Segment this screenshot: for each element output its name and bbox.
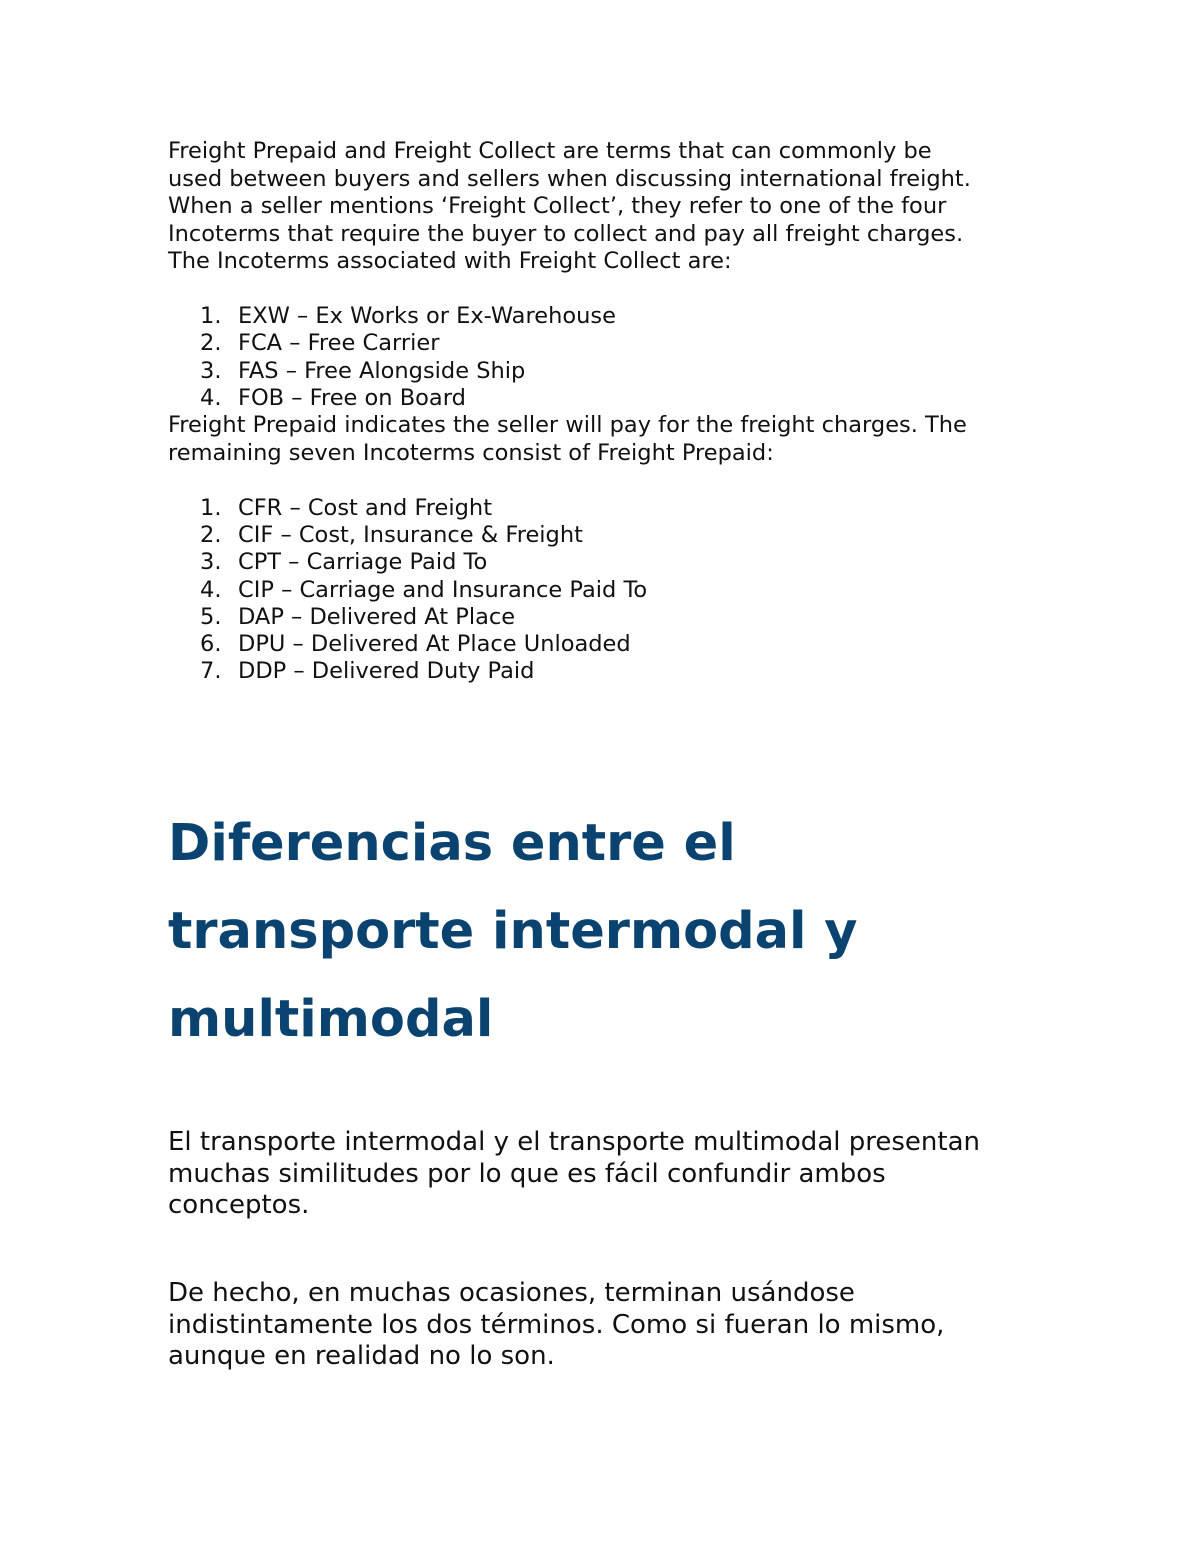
list-item <box>168 303 1048 330</box>
heading-line: Diferencias entre el <box>168 814 736 873</box>
text-line: muchas similitudes por lo que es fácil confundir ambos <box>168 1158 886 1189</box>
list-item-text: CIF – Cost, Insurance & Freight <box>238 521 583 548</box>
text-line: When a seller mentions ‘Freight Collect’, they refer to one of the four <box>168 193 947 219</box>
heading-line: transporte intermodal y <box>168 902 858 961</box>
list-item <box>168 631 1048 658</box>
section-heading <box>168 800 858 1064</box>
heading-line: multimodal <box>168 990 494 1049</box>
list-number: 1. <box>200 303 222 329</box>
list-number: 1. <box>200 494 222 521</box>
list-number: 6. <box>200 631 222 658</box>
freight-prepaid-list <box>168 495 1048 686</box>
list-item <box>168 385 1048 412</box>
list-item-text: FOB – Free on Board <box>238 384 466 411</box>
intro-paragraph <box>168 138 1048 276</box>
list-item-text: CFR – Cost and Freight <box>238 494 493 521</box>
text-line: indistintamente los dos términos. Como si fueran lo mismo, <box>168 1309 945 1340</box>
list-item-text: CIP – Carriage and Insurance Paid To <box>238 576 648 603</box>
text-line: Freight Prepaid and Freight Collect are terms that can commonly be <box>168 138 932 164</box>
list-item-text: DAP – Delivered At Place <box>238 603 516 630</box>
list-item-text: DDP – Delivered Duty Paid <box>238 658 535 685</box>
list-number: 2. <box>200 521 222 548</box>
list-number: 4. <box>200 576 222 603</box>
list-item-text: CPT – Carriage Paid To <box>238 549 488 576</box>
list-item <box>168 358 1048 385</box>
list-item <box>168 658 1048 685</box>
list-item-text: DPU – Delivered At Place Unloaded <box>238 631 631 658</box>
english-section <box>168 138 1048 686</box>
list-item <box>168 522 1048 549</box>
list-number: 7. <box>200 658 222 685</box>
list-item <box>168 330 1048 357</box>
text-line: used between buyers and sellers when discussing international freight. <box>168 165 971 192</box>
list-item <box>168 577 1048 604</box>
text-line: De hecho, en muchas ocasiones, terminan usándose <box>168 1278 855 1308</box>
prepaid-paragraph <box>168 412 1048 467</box>
list-item-text: EXW – Ex Works or Ex-Warehouse <box>238 303 616 329</box>
list-number: 2. <box>200 330 222 357</box>
spanish-paragraph-2 <box>168 1278 944 1373</box>
text-line: aunque en realidad no lo son. <box>168 1341 555 1371</box>
spanish-paragraph-1 <box>168 1127 980 1222</box>
text-line: Incoterms that require the buyer to collect and pay all freight charges. <box>168 220 964 247</box>
list-number: 5. <box>200 603 222 630</box>
text-line: The Incoterms associated with Freight Collect are: <box>168 248 732 274</box>
list-number: 4. <box>200 384 222 411</box>
list-item <box>168 495 1048 522</box>
list-item <box>168 604 1048 631</box>
list-item <box>168 549 1048 576</box>
list-item-text: FCA – Free Carrier <box>238 330 440 357</box>
list-number: 3. <box>200 549 222 576</box>
list-number: 3. <box>200 357 222 384</box>
freight-collect-list <box>168 303 1048 412</box>
text-line: El transporte intermodal y el transporte multimodal presentan <box>168 1127 980 1157</box>
text-line: remaining seven Incoterms consist of Freight Prepaid: <box>168 439 774 466</box>
text-line: conceptos. <box>168 1190 310 1220</box>
text-line: Freight Prepaid indicates the seller will pay for the freight charges. The <box>168 412 967 439</box>
list-item-text: FAS – Free Alongside Ship <box>238 357 526 384</box>
